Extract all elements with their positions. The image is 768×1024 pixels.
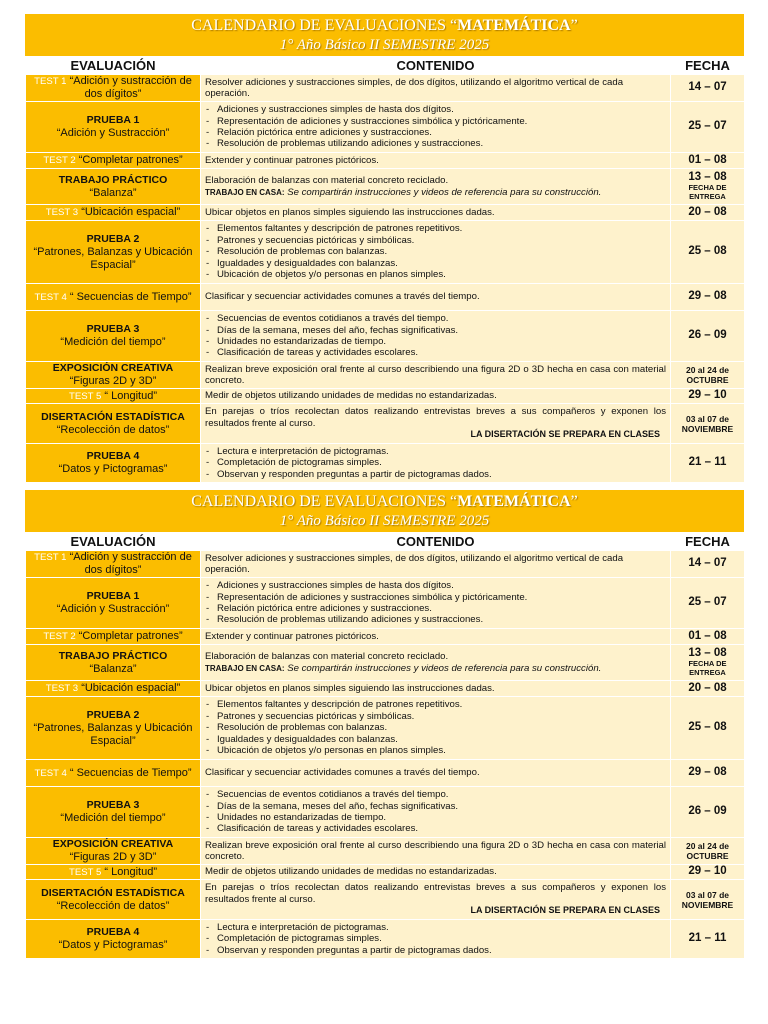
evaluation-table bbox=[25, 56, 745, 483]
row-test-1 bbox=[26, 75, 745, 102]
row-disertacion bbox=[26, 404, 745, 444]
row-test-4 bbox=[26, 284, 745, 311]
content-cell bbox=[201, 920, 671, 959]
content-list-item: - Lectura e interpretación de pictogramas. bbox=[205, 446, 666, 457]
eval-cell: PRUEBA 1 “Adición y Sustracción” bbox=[26, 578, 201, 629]
content-cell bbox=[201, 578, 671, 629]
content-cell bbox=[201, 221, 671, 284]
content-list-item: - Secuencias de eventos cotidianos a través del tiempo. bbox=[205, 789, 666, 800]
content-cell: Ubicar objetos en planos simples siguiendo las instrucciones dadas. bbox=[201, 205, 671, 221]
content-list-item: - Días de la semana, meses del año, fechas significativas. bbox=[205, 801, 666, 812]
content-list bbox=[205, 446, 666, 480]
row-test-1 bbox=[26, 551, 745, 578]
date-cell: 29 – 10 bbox=[671, 389, 745, 404]
eval-cell: TEST 2 “Completar patrones” bbox=[26, 629, 201, 645]
header-contenido: CONTENIDO bbox=[201, 533, 671, 551]
date-cell: 25 – 07 bbox=[671, 102, 745, 153]
content-list-item: - Elementos faltantes y descripción de patrones repetitivos. bbox=[205, 223, 666, 234]
date-cell: 01 – 08 bbox=[671, 629, 745, 645]
row-test-3 bbox=[26, 205, 745, 221]
eval-cell: TRABAJO PRÁCTICO “Balanza” bbox=[26, 169, 201, 205]
date-cell: 25 – 08 bbox=[671, 221, 745, 284]
date-cell: 03 al 07 de NOVIEMBRE bbox=[671, 880, 745, 920]
content-list-item: - Completación de pictogramas simples. bbox=[205, 933, 666, 944]
date-cell: 25 – 07 bbox=[671, 578, 745, 629]
content-cell: Medir de objetos utilizando unidades de medidas no estandarizadas. bbox=[201, 389, 671, 404]
row-prueba-4 bbox=[26, 920, 745, 959]
content-list-item: - Unidades no estandarizadas de tiempo. bbox=[205, 336, 666, 347]
eval-cell: TEST 1 “Adición y sustracción de dos dígitos” bbox=[26, 551, 201, 578]
row-prueba-2 bbox=[26, 697, 745, 760]
row-test-5 bbox=[26, 389, 745, 404]
content-list-item: - Observan y responden preguntas a partir de pictogramas dados. bbox=[205, 469, 666, 480]
eval-cell: TEST 3 “Ubicación espacial” bbox=[26, 205, 201, 221]
content-list-item: - Relación pictórica entre adiciones y sustracciones. bbox=[205, 603, 666, 614]
content-cell bbox=[201, 102, 671, 153]
content-list-item: - Igualdades y desigualdades con balanzas. bbox=[205, 734, 666, 745]
content-cell: En parejas o tríos recolectan datos realizando entrevistas breves a sus compañeros y exponen los resultados frente al curso. LA DISERTACIÓN SE PREPARA EN CLASES bbox=[201, 404, 671, 444]
eval-cell: PRUEBA 4 “Datos y Pictogramas” bbox=[26, 444, 201, 483]
content-list-item: - Días de la semana, meses del año, fechas significativas. bbox=[205, 325, 666, 336]
content-list-item: - Relación pictórica entre adiciones y sustracciones. bbox=[205, 127, 666, 138]
content-list-item: - Patrones y secuencias pictóricas y simbólicas. bbox=[205, 235, 666, 246]
content-cell bbox=[201, 444, 671, 483]
content-cell: Extender y continuar patrones pictóricos. bbox=[201, 153, 671, 169]
eval-cell: PRUEBA 2 “Patrones, Balanzas y Ubicación Espacial” bbox=[26, 697, 201, 760]
content-cell: Clasificar y secuenciar actividades comunes a través del tiempo. bbox=[201, 760, 671, 787]
content-list bbox=[205, 699, 666, 756]
eval-cell: TEST 4 “ Secuencias de Tiempo” bbox=[26, 760, 201, 787]
calendar-subtitle: 1° Año Básico II SEMESTRE 2025 bbox=[279, 513, 490, 529]
date-cell: 20 – 08 bbox=[671, 205, 745, 221]
row-prueba-1 bbox=[26, 102, 745, 153]
content-list-item: - Igualdades y desigualdades con balanzas. bbox=[205, 258, 666, 269]
calendar-subtitle: 1° Año Básico II SEMESTRE 2025 bbox=[279, 37, 490, 53]
content-list-item: - Elementos faltantes y descripción de patrones repetitivos. bbox=[205, 699, 666, 710]
content-list-item: - Secuencias de eventos cotidianos a través del tiempo. bbox=[205, 313, 666, 324]
date-cell: 26 – 09 bbox=[671, 311, 745, 362]
eval-cell: TEST 1 “Adición y sustracción de dos dígitos” bbox=[26, 75, 201, 102]
calendar-copy-1 bbox=[25, 14, 744, 483]
content-list-item: - Unidades no estandarizadas de tiempo. bbox=[205, 812, 666, 823]
date-cell: 29 – 08 bbox=[671, 760, 745, 787]
content-list-item: - Adiciones y sustracciones simples de hasta dos dígitos. bbox=[205, 104, 666, 115]
row-test-3 bbox=[26, 681, 745, 697]
date-cell: 26 – 09 bbox=[671, 787, 745, 838]
eval-cell: TEST 3 “Ubicación espacial” bbox=[26, 681, 201, 697]
content-list-item: - Ubicación de objetos y/o personas en planos simples. bbox=[205, 269, 666, 280]
row-disertacion bbox=[26, 880, 745, 920]
date-cell: 13 – 08 FECHA DE ENTREGA bbox=[671, 169, 745, 205]
row-prueba-4 bbox=[26, 444, 745, 483]
header-contenido: CONTENIDO bbox=[201, 57, 671, 75]
date-cell: 13 – 08 FECHA DE ENTREGA bbox=[671, 645, 745, 681]
calendar-title: CALENDARIO DE EVALUACIONES “MATEMÁTICA” bbox=[191, 17, 578, 34]
calendar-banner bbox=[25, 490, 744, 532]
content-list-item: - Representación de adiciones y sustracciones simbólica y pictóricamente. bbox=[205, 116, 666, 127]
date-cell: 20 al 24 de OCTUBRE bbox=[671, 838, 745, 865]
date-cell: 14 – 07 bbox=[671, 75, 745, 102]
row-test-2 bbox=[26, 153, 745, 169]
content-cell: Elaboración de balanzas con material concreto reciclado. TRABAJO EN CASA: Se compartirán instrucciones y videos de referencia para su construcción. bbox=[201, 645, 671, 681]
eval-cell: TEST 5 “ Longitud” bbox=[26, 865, 201, 880]
eval-cell: DISERTACIÓN ESTADÍSTICA “Recolección de datos” bbox=[26, 880, 201, 920]
content-cell: Medir de objetos utilizando unidades de medidas no estandarizadas. bbox=[201, 865, 671, 880]
content-list bbox=[205, 580, 666, 626]
eval-cell: TEST 2 “Completar patrones” bbox=[26, 153, 201, 169]
content-list-item: - Resolución de problemas utilizando adiciones y sustracciones. bbox=[205, 138, 666, 149]
eval-cell: PRUEBA 3 “Medición del tiempo” bbox=[26, 311, 201, 362]
content-list-item: - Adiciones y sustracciones simples de hasta dos dígitos. bbox=[205, 580, 666, 591]
eval-cell: EXPOSICIÓN CREATIVA “Figuras 2D y 3D” bbox=[26, 838, 201, 865]
row-exposicion bbox=[26, 362, 745, 389]
row-test-2 bbox=[26, 629, 745, 645]
content-cell: Ubicar objetos en planos simples siguiendo las instrucciones dadas. bbox=[201, 681, 671, 697]
calendar-banner bbox=[25, 14, 744, 56]
content-cell: En parejas o tríos recolectan datos realizando entrevistas breves a sus compañeros y exponen los resultados frente al curso. LA DISERTACIÓN SE PREPARA EN CLASES bbox=[201, 880, 671, 920]
content-list bbox=[205, 313, 666, 359]
header-row bbox=[26, 57, 745, 75]
date-cell: 20 – 08 bbox=[671, 681, 745, 697]
content-list-item: - Clasificación de tareas y actividades escolares. bbox=[205, 347, 666, 358]
content-list-item: - Resolución de problemas utilizando adiciones y sustracciones. bbox=[205, 614, 666, 625]
content-cell: Realizan breve exposición oral frente al curso describiendo una figura 2D o 3D hecha en casa con material concreto. bbox=[201, 362, 671, 389]
row-prueba-3 bbox=[26, 311, 745, 362]
content-list bbox=[205, 104, 666, 150]
eval-cell: EXPOSICIÓN CREATIVA “Figuras 2D y 3D” bbox=[26, 362, 201, 389]
header-fecha: FECHA bbox=[671, 57, 745, 75]
date-cell: 29 – 10 bbox=[671, 865, 745, 880]
row-exposicion bbox=[26, 838, 745, 865]
content-cell: Elaboración de balanzas con material concreto reciclado. TRABAJO EN CASA: Se compartirán instrucciones y videos de referencia para su construcción. bbox=[201, 169, 671, 205]
date-cell: 21 – 11 bbox=[671, 920, 745, 959]
content-list-item: - Observan y responden preguntas a partir de pictogramas dados. bbox=[205, 945, 666, 956]
header-row bbox=[26, 533, 745, 551]
header-evaluacion: EVALUACIÓN bbox=[26, 57, 201, 75]
date-cell: 03 al 07 de NOVIEMBRE bbox=[671, 404, 745, 444]
date-cell: 20 al 24 de OCTUBRE bbox=[671, 362, 745, 389]
content-cell bbox=[201, 697, 671, 760]
content-cell: Resolver adiciones y sustracciones simples, de dos dígitos, utilizando el algoritmo vertical de cada operación. bbox=[201, 75, 671, 102]
date-cell: 01 – 08 bbox=[671, 153, 745, 169]
content-cell bbox=[201, 311, 671, 362]
row-prueba-1 bbox=[26, 578, 745, 629]
content-list-item: - Lectura e interpretación de pictogramas. bbox=[205, 922, 666, 933]
row-trabajo-practico bbox=[26, 645, 745, 681]
eval-cell: TRABAJO PRÁCTICO “Balanza” bbox=[26, 645, 201, 681]
content-list bbox=[205, 223, 666, 280]
header-fecha: FECHA bbox=[671, 533, 745, 551]
evaluation-table bbox=[25, 532, 745, 959]
content-list bbox=[205, 789, 666, 835]
content-cell: Resolver adiciones y sustracciones simples, de dos dígitos, utilizando el algoritmo vertical de cada operación. bbox=[201, 551, 671, 578]
eval-cell: TEST 5 “ Longitud” bbox=[26, 389, 201, 404]
calendar-title: CALENDARIO DE EVALUACIONES “MATEMÁTICA” bbox=[191, 493, 578, 510]
row-prueba-3 bbox=[26, 787, 745, 838]
content-list bbox=[205, 922, 666, 956]
content-cell: Realizan breve exposición oral frente al curso describiendo una figura 2D o 3D hecha en casa con material concreto. bbox=[201, 838, 671, 865]
date-cell: 21 – 11 bbox=[671, 444, 745, 483]
row-test-4 bbox=[26, 760, 745, 787]
header-evaluacion: EVALUACIÓN bbox=[26, 533, 201, 551]
eval-cell: DISERTACIÓN ESTADÍSTICA “Recolección de datos” bbox=[26, 404, 201, 444]
content-list-item: - Resolución de problemas con balanzas. bbox=[205, 722, 666, 733]
row-trabajo-practico bbox=[26, 169, 745, 205]
eval-cell: PRUEBA 4 “Datos y Pictogramas” bbox=[26, 920, 201, 959]
row-prueba-2 bbox=[26, 221, 745, 284]
content-list-item: - Representación de adiciones y sustracciones simbólica y pictóricamente. bbox=[205, 592, 666, 603]
eval-cell: PRUEBA 1 “Adición y Sustracción” bbox=[26, 102, 201, 153]
eval-cell: TEST 4 “ Secuencias de Tiempo” bbox=[26, 284, 201, 311]
content-cell: Extender y continuar patrones pictóricos. bbox=[201, 629, 671, 645]
calendar-copy-2 bbox=[25, 490, 744, 959]
content-cell: Clasificar y secuenciar actividades comunes a través del tiempo. bbox=[201, 284, 671, 311]
date-cell: 29 – 08 bbox=[671, 284, 745, 311]
content-cell bbox=[201, 787, 671, 838]
row-test-5 bbox=[26, 865, 745, 880]
eval-cell: PRUEBA 3 “Medición del tiempo” bbox=[26, 787, 201, 838]
content-list-item: - Patrones y secuencias pictóricas y simbólicas. bbox=[205, 711, 666, 722]
content-list-item: - Resolución de problemas con balanzas. bbox=[205, 246, 666, 257]
date-cell: 14 – 07 bbox=[671, 551, 745, 578]
content-list-item: - Clasificación de tareas y actividades escolares. bbox=[205, 823, 666, 834]
eval-cell: PRUEBA 2 “Patrones, Balanzas y Ubicación Espacial” bbox=[26, 221, 201, 284]
content-list-item: - Ubicación de objetos y/o personas en planos simples. bbox=[205, 745, 666, 756]
content-list-item: - Completación de pictogramas simples. bbox=[205, 457, 666, 468]
date-cell: 25 – 08 bbox=[671, 697, 745, 760]
